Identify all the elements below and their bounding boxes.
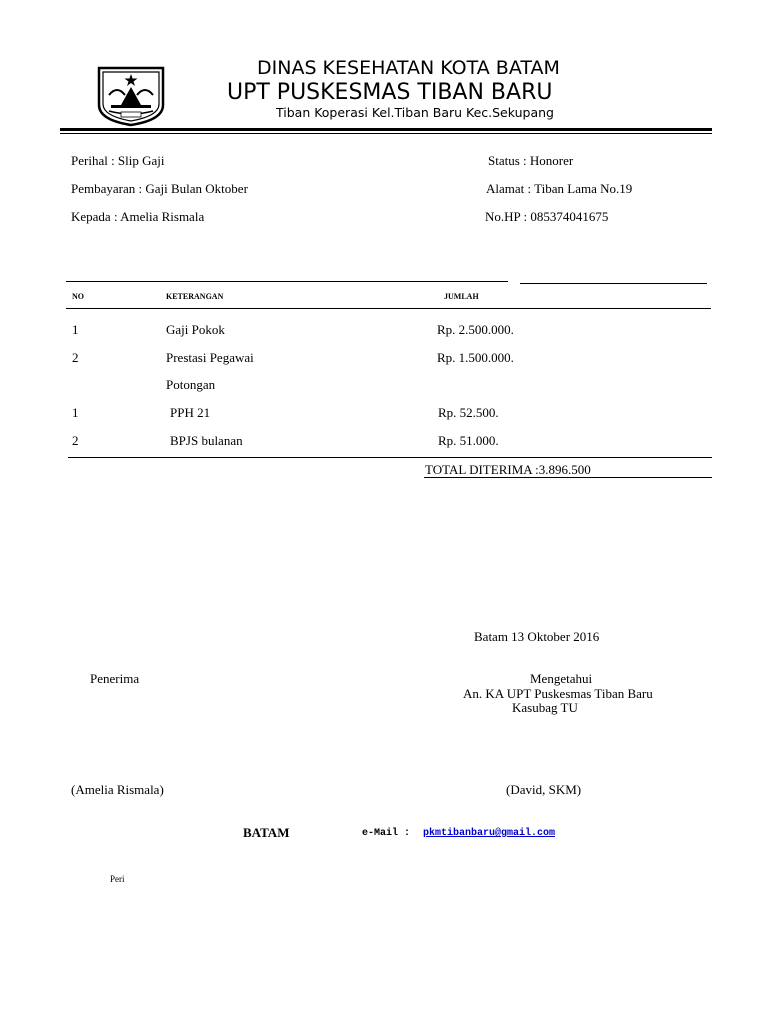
alamat-text: Alamat : Tiban Lama No.19: [486, 181, 633, 196]
row-jumlah: Rp. 51.000.: [438, 433, 499, 448]
table-bottom-rule: [68, 457, 712, 458]
perihal-text: Perihal : Slip Gaji: [71, 153, 165, 168]
total-received: TOTAL DITERIMA :3.896.500: [425, 462, 591, 477]
letterhead-rule-thin: [60, 133, 712, 134]
receiver-label: Penerima: [90, 671, 140, 686]
column-header-no: NO: [72, 292, 84, 301]
row-keterangan: Gaji Pokok: [166, 322, 225, 337]
column-header-keterangan: KETERANGAN: [166, 292, 224, 301]
column-header-jumlah: JUMLAH: [444, 292, 479, 301]
table-top-rule-left: [66, 281, 508, 282]
approver-subtitle: Kasubag TU: [512, 700, 578, 715]
footer-city: BATAM: [243, 825, 290, 840]
email-label: e-Mail :: [362, 828, 411, 839]
status-text: Status : Honorer: [488, 153, 574, 168]
row-keterangan: Prestasi Pegawai: [166, 350, 254, 365]
row-keterangan: BPJS bulanan: [170, 433, 243, 448]
department-title: DINAS KESEHATAN KOTA BATAM: [257, 57, 560, 79]
trailing-text: Peri: [110, 874, 125, 884]
row-no: 1: [72, 322, 79, 337]
row-keterangan: Potongan: [166, 377, 216, 392]
pembayaran-text: Pembayaran : Gaji Bulan Oktober: [71, 181, 248, 196]
place-date: Batam 13 Oktober 2016: [474, 629, 600, 644]
row-no: 2: [72, 350, 79, 365]
nohp-text: No.HP : 085374041675: [485, 209, 609, 224]
email-link[interactable]: pkmtibanbaru@gmail.com: [423, 828, 556, 839]
total-rule: [424, 477, 712, 478]
row-keterangan: PPH 21: [170, 405, 211, 420]
approver-name: (David, SKM): [506, 782, 582, 797]
approver-label: Mengetahui: [530, 671, 593, 686]
unit-title: UPT PUSKESMAS TIBAN BARU: [227, 80, 553, 105]
table-header-rule: [66, 308, 711, 309]
approver-title: An. KA UPT Puskesmas Tiban Baru: [463, 686, 653, 701]
letterhead-rule-thick: [60, 128, 712, 131]
row-jumlah: Rp. 1.500.000.: [437, 350, 514, 365]
receiver-name: (Amelia Rismala): [71, 782, 164, 797]
row-jumlah: Rp. 52.500.: [438, 405, 499, 420]
row-jumlah: Rp. 2.500.000.: [437, 322, 514, 337]
table-top-rule-right: [520, 283, 707, 284]
kepada-text: Kepada : Amelia Rismala: [71, 209, 205, 224]
batam-city-seal-icon: [95, 65, 167, 127]
row-no: 2: [72, 433, 79, 448]
unit-address: Tiban Koperasi Kel.Tiban Baru Kec.Sekupang: [276, 105, 554, 120]
row-no: 1: [72, 405, 79, 420]
